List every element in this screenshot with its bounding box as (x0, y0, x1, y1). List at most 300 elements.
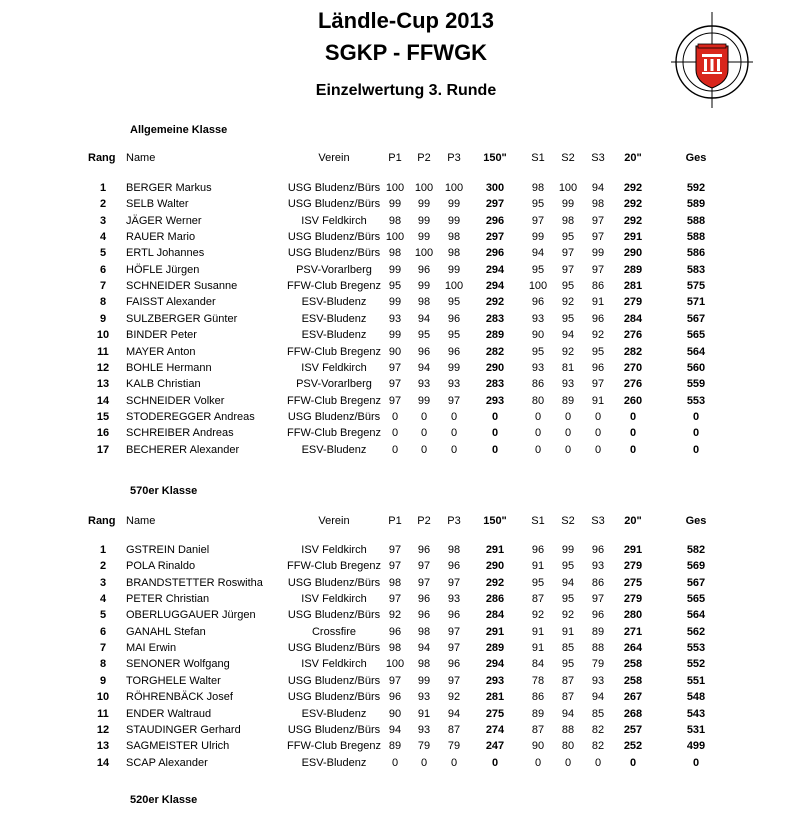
table-row (88, 722, 728, 738)
cell-s3: 99 (591, 247, 605, 260)
cell-s1: 0 (534, 443, 542, 456)
cell-p3: 99 (447, 214, 461, 227)
table-row (88, 180, 728, 196)
header-p1: P1 (388, 515, 402, 527)
cell-p3: 87 (447, 723, 461, 736)
cell-t150: 296 (485, 214, 505, 227)
cell-rang: 6 (99, 263, 107, 276)
cell-s1: 90 (531, 740, 545, 753)
cell-s1: 97 (531, 214, 545, 227)
cell-s2: 87 (561, 674, 575, 687)
table-row (88, 656, 728, 672)
cell-ges: 560 (686, 361, 706, 374)
cell-rang: 2 (99, 560, 107, 573)
table-row (88, 196, 728, 212)
cell-p2: 98 (417, 625, 431, 638)
cell-t20: 276 (623, 378, 643, 391)
cell-t150: 286 (485, 593, 505, 606)
cell-rang: 15 (96, 410, 110, 423)
cell-t20: 280 (623, 609, 643, 622)
cell-p1: 98 (388, 214, 402, 227)
round-title: Einzelwertung 3. Runde (315, 82, 497, 99)
cell-verein: ESV-Bludenz (301, 756, 367, 769)
cell-rang: 12 (96, 723, 110, 736)
cell-s3: 79 (591, 658, 605, 671)
cell-t150: 0 (491, 410, 499, 423)
cell-s3: 89 (591, 625, 605, 638)
cell-s3: 86 (591, 280, 605, 293)
header-ges: Ges (685, 515, 707, 527)
cell-p3: 99 (447, 198, 461, 211)
header-rang: Rang (88, 152, 116, 164)
cell-ges: 569 (686, 560, 706, 573)
cell-s2: 92 (561, 345, 575, 358)
cell-verein: ISV Feldkirch (301, 593, 367, 606)
cell-s3: 94 (591, 691, 605, 704)
cell-t20: 275 (623, 576, 643, 589)
cell-p3: 92 (447, 691, 461, 704)
cell-p1: 0 (391, 427, 399, 440)
cell-name: POLA Rinaldo (126, 560, 196, 573)
cell-p3: 96 (447, 658, 461, 671)
cell-verein: USG Bludenz/Bürs (287, 231, 381, 244)
cell-s3: 86 (591, 576, 605, 589)
cell-t150: 290 (485, 560, 505, 573)
cell-ges: 553 (686, 394, 706, 407)
cell-p3: 0 (450, 443, 458, 456)
cell-p2: 95 (417, 329, 431, 342)
cell-p2: 93 (417, 691, 431, 704)
cell-verein: ESV-Bludenz (301, 707, 367, 720)
cell-s1: 87 (531, 723, 545, 736)
cell-s3: 88 (591, 642, 605, 655)
cell-rang: 11 (97, 345, 109, 358)
cell-p2: 93 (417, 378, 431, 391)
cell-p2: 96 (417, 593, 431, 606)
cell-s1: 84 (531, 658, 545, 671)
cell-p2: 79 (417, 740, 431, 753)
cell-verein: ESV-Bludenz (301, 296, 367, 309)
cell-p3: 97 (447, 642, 461, 655)
cell-t150: 291 (485, 544, 505, 556)
cell-p1: 99 (388, 329, 402, 342)
cell-verein: FFW-Club Bregenz (287, 427, 381, 440)
cell-t150: 294 (485, 280, 505, 293)
table-row (88, 294, 728, 310)
cell-rang: 1 (99, 182, 107, 194)
cell-p1: 98 (388, 642, 402, 655)
cell-s3: 94 (591, 182, 605, 194)
cell-rang: 7 (99, 280, 107, 293)
cell-s1: 95 (531, 263, 545, 276)
cell-t20: 291 (623, 231, 643, 244)
cell-p2: 98 (417, 296, 431, 309)
cell-ges: 588 (686, 231, 706, 244)
cell-p2: 97 (417, 576, 431, 589)
table-row (88, 640, 728, 656)
cell-t150: 300 (485, 182, 505, 194)
cell-t20: 289 (623, 263, 643, 276)
cell-ges: 586 (686, 247, 706, 260)
cell-p3: 100 (444, 182, 464, 194)
header-20: 20" (624, 515, 642, 527)
cell-p3: 96 (447, 345, 461, 358)
cell-rang: 9 (99, 312, 107, 325)
cell-verein: ISV Feldkirch (301, 361, 367, 374)
cell-s3: 82 (591, 723, 605, 736)
cell-s3: 98 (591, 198, 605, 211)
cell-p1: 100 (385, 182, 405, 194)
cell-name: SCHNEIDER Susanne (126, 280, 238, 293)
cell-s3: 97 (591, 231, 605, 244)
cell-ges: 0 (692, 756, 700, 769)
cell-s1: 78 (531, 674, 545, 687)
section-label-570er: 570er Klasse (130, 485, 198, 497)
cell-p3: 98 (447, 231, 461, 244)
cell-p3: 79 (447, 740, 461, 753)
cell-ges: 565 (686, 329, 706, 342)
cell-t20: 276 (623, 329, 643, 342)
cell-p1: 100 (385, 231, 405, 244)
cell-verein: USG Bludenz/Bürs (287, 723, 381, 736)
cell-verein: USG Bludenz/Bürs (287, 410, 381, 423)
table-row (88, 262, 728, 278)
cell-s1: 91 (531, 642, 545, 655)
cell-p2: 98 (417, 658, 431, 671)
cell-rang: 8 (99, 658, 107, 671)
cell-p2: 99 (417, 198, 431, 211)
table-row (88, 558, 728, 574)
cell-name: MAYER Anton (126, 345, 196, 358)
cell-p1: 0 (391, 443, 399, 456)
cell-s3: 96 (591, 312, 605, 325)
cell-p3: 0 (450, 410, 458, 423)
cell-s2: 0 (564, 410, 572, 423)
cell-rang: 17 (96, 443, 110, 456)
cell-name: PETER Christian (126, 593, 210, 606)
header-verein: Verein (318, 515, 350, 527)
cell-rang: 2 (99, 198, 107, 211)
cell-p2: 100 (414, 247, 434, 260)
cell-p1: 97 (388, 394, 402, 407)
cell-p3: 100 (444, 280, 464, 293)
cell-s2: 95 (561, 231, 575, 244)
cell-verein: USG Bludenz/Bürs (287, 674, 381, 687)
cell-t150: 294 (485, 263, 505, 276)
cell-p1: 97 (388, 544, 402, 556)
cell-ges: 0 (692, 427, 700, 440)
cell-s1: 92 (531, 609, 545, 622)
cell-p1: 89 (388, 740, 402, 753)
cell-s2: 0 (564, 756, 572, 769)
cell-p3: 95 (447, 329, 461, 342)
cell-s1: 96 (531, 296, 545, 309)
cell-rang: 1 (99, 544, 107, 556)
cell-p2: 96 (417, 263, 431, 276)
table-row (88, 425, 728, 441)
header-s1: S1 (531, 152, 545, 164)
cell-p3: 0 (450, 756, 458, 769)
cell-s1: 93 (531, 361, 545, 374)
cell-s3: 95 (591, 345, 605, 358)
cell-t150: 0 (491, 756, 499, 769)
table-row (88, 542, 728, 558)
cell-s2: 0 (564, 427, 572, 440)
cell-p2: 96 (417, 345, 431, 358)
cell-name: SCAP Alexander (126, 756, 208, 769)
cell-t150: 289 (485, 329, 505, 342)
cell-s1: 0 (534, 756, 542, 769)
cell-t150: 292 (485, 576, 505, 589)
cell-p2: 99 (417, 674, 431, 687)
cell-rang: 4 (99, 593, 107, 606)
cell-verein: ISV Feldkirch (301, 658, 367, 671)
cell-p1: 97 (388, 560, 402, 573)
table-row (88, 245, 728, 261)
cell-t150: 292 (485, 296, 505, 309)
cell-p3: 98 (447, 544, 461, 556)
cell-t150: 296 (485, 247, 505, 260)
cell-s1: 89 (531, 707, 545, 720)
cell-name: SENONER Wolfgang (126, 658, 230, 671)
cell-name: HÖFLE Jürgen (126, 263, 200, 276)
cell-s2: 87 (561, 691, 575, 704)
cell-p1: 99 (388, 296, 402, 309)
section-label-520er: 520er Klasse (130, 794, 198, 806)
cell-s1: 95 (531, 345, 545, 358)
cell-verein: ISV Feldkirch (301, 214, 367, 227)
cell-s1: 86 (531, 691, 545, 704)
cell-verein: ISV Feldkirch (301, 544, 367, 556)
cell-t150: 283 (485, 378, 505, 391)
cell-t20: 292 (623, 198, 643, 211)
cell-name: RAUER Mario (126, 231, 196, 244)
cell-p2: 94 (417, 361, 431, 374)
cell-ges: 0 (692, 443, 700, 456)
cell-s1: 98 (531, 182, 545, 194)
cell-rang: 9 (99, 674, 107, 687)
cell-name: BERGER Markus (126, 182, 212, 194)
cell-t20: 252 (623, 740, 643, 753)
cell-s1: 0 (534, 410, 542, 423)
cell-ges: 571 (686, 296, 706, 309)
cell-p1: 94 (388, 723, 402, 736)
cell-s3: 0 (594, 443, 602, 456)
cell-p2: 100 (414, 182, 434, 194)
cell-verein: USG Bludenz/Bürs (287, 642, 381, 655)
cell-s2: 80 (561, 740, 575, 753)
cell-ges: 551 (686, 674, 706, 687)
cell-p2: 91 (417, 707, 431, 720)
cell-verein: FFW-Club Bregenz (287, 560, 381, 573)
cell-p1: 99 (388, 263, 402, 276)
header-p3: P3 (447, 152, 461, 164)
cell-p1: 97 (388, 361, 402, 374)
cell-name: SCHREIBER Andreas (126, 427, 234, 440)
cell-p1: 100 (385, 658, 405, 671)
cell-ges: 565 (686, 593, 706, 606)
table-row (88, 607, 728, 623)
cell-p3: 93 (447, 593, 461, 606)
header-s2: S2 (561, 152, 575, 164)
cell-s1: 95 (531, 198, 545, 211)
cell-name: ENDER Waltraud (126, 707, 212, 720)
cell-s3: 91 (591, 394, 605, 407)
cell-p3: 98 (447, 247, 461, 260)
cell-t20: 258 (623, 658, 643, 671)
cell-p3: 99 (447, 263, 461, 276)
cell-s1: 91 (531, 625, 545, 638)
cell-verein: FFW-Club Bregenz (287, 345, 381, 358)
cell-name: FAISST Alexander (126, 296, 216, 309)
cell-t150: 297 (485, 198, 505, 211)
table-row (88, 738, 728, 754)
cell-p1: 97 (388, 674, 402, 687)
cell-verein: USG Bludenz/Bürs (287, 182, 381, 194)
header-p2: P2 (417, 515, 431, 527)
cell-t150: 247 (485, 740, 505, 753)
cell-s3: 91 (591, 296, 605, 309)
cell-t20: 0 (629, 443, 637, 456)
table-row (88, 278, 728, 294)
cell-p3: 95 (447, 296, 461, 309)
cell-p1: 90 (388, 345, 402, 358)
cell-t150: 294 (485, 658, 505, 671)
document-subtitle: SGKP - FFWGK (324, 40, 488, 65)
table-row (88, 442, 728, 458)
cell-ges: 582 (686, 544, 706, 556)
cell-p2: 99 (417, 214, 431, 227)
cell-s2: 93 (561, 378, 575, 391)
cell-verein: USG Bludenz/Bürs (287, 576, 381, 589)
cell-name: SELB Walter (126, 198, 189, 211)
cell-t20: 282 (623, 345, 643, 358)
cell-rang: 14 (96, 394, 110, 407)
cell-p2: 0 (420, 410, 428, 423)
cell-s3: 96 (591, 609, 605, 622)
cell-name: KALB Christian (126, 378, 201, 391)
cell-name: TORGHELE Walter (126, 674, 221, 687)
cell-t20: 267 (623, 691, 643, 704)
cell-ges: 567 (686, 312, 706, 325)
table-row (88, 229, 728, 245)
cell-name: STODEREGGER Andreas (126, 410, 255, 423)
cell-verein: ESV-Bludenz (301, 443, 367, 456)
cell-p2: 96 (417, 544, 431, 556)
cell-s1: 87 (531, 593, 545, 606)
cell-p2: 0 (420, 427, 428, 440)
cell-s3: 93 (591, 560, 605, 573)
cell-s2: 94 (561, 707, 575, 720)
cell-t20: 260 (623, 394, 643, 407)
cell-s3: 96 (591, 361, 605, 374)
cell-ges: 583 (686, 263, 706, 276)
cell-ges: 592 (686, 182, 706, 194)
cell-name: ERTL Johannes (126, 247, 205, 260)
cell-p2: 94 (417, 642, 431, 655)
cell-s1: 94 (531, 247, 545, 260)
cell-s2: 97 (561, 263, 575, 276)
cell-t20: 0 (629, 756, 637, 769)
cell-name: GSTREIN Daniel (126, 544, 210, 556)
cell-rang: 6 (99, 625, 107, 638)
cell-p1: 99 (388, 198, 402, 211)
cell-verein: PSV-Vorarlberg (296, 378, 372, 391)
cell-p3: 93 (447, 378, 461, 391)
cell-t150: 293 (485, 394, 505, 407)
cell-s2: 95 (561, 312, 575, 325)
cell-ges: 575 (686, 280, 706, 293)
cell-s3: 97 (591, 263, 605, 276)
cell-ges: 564 (686, 609, 706, 622)
cell-name: JÄGER Werner (126, 214, 202, 227)
cell-ges: 531 (686, 723, 706, 736)
table-row (88, 344, 728, 360)
cell-ges: 0 (692, 410, 700, 423)
header-20: 20" (624, 152, 642, 164)
cell-p1: 93 (388, 312, 402, 325)
cell-s1: 91 (531, 560, 545, 573)
cell-s3: 0 (594, 427, 602, 440)
cell-p2: 99 (417, 231, 431, 244)
target-crest-icon (671, 8, 753, 110)
cell-verein: USG Bludenz/Bürs (287, 198, 381, 211)
section-label-allgemeine: Allgemeine Klasse (130, 124, 228, 136)
cell-p3: 96 (447, 560, 461, 573)
cell-p1: 92 (388, 609, 402, 622)
cell-s2: 92 (561, 296, 575, 309)
table-row (88, 311, 728, 327)
cell-t150: 0 (491, 427, 499, 440)
cell-t20: 271 (623, 625, 643, 638)
cell-name: SAGMEISTER Ulrich (126, 740, 230, 753)
cell-s1: 0 (534, 427, 542, 440)
cell-name: OBERLUGGAUER Jürgen (126, 609, 256, 622)
table-row (88, 376, 728, 392)
cell-verein: ESV-Bludenz (301, 329, 367, 342)
cell-name: GANAHL Stefan (126, 625, 206, 638)
cell-name: BECHERER Alexander (126, 443, 240, 456)
cell-s2: 91 (561, 625, 575, 638)
cell-name: RÖHRENBÄCK Josef (126, 691, 233, 704)
cell-s1: 100 (528, 280, 548, 293)
cell-s1: 95 (531, 576, 545, 589)
cell-t150: 289 (485, 642, 505, 655)
cell-p3: 94 (447, 707, 461, 720)
cell-rang: 13 (96, 740, 110, 753)
cell-s2: 89 (561, 394, 575, 407)
cell-t150: 293 (485, 674, 505, 687)
cell-t20: 268 (623, 707, 643, 720)
cell-p2: 0 (420, 443, 428, 456)
cell-s3: 0 (594, 410, 602, 423)
cell-ges: 588 (686, 214, 706, 227)
cell-s3: 97 (591, 378, 605, 391)
cell-s2: 98 (561, 214, 575, 227)
cell-t20: 281 (623, 280, 643, 293)
cell-t20: 270 (623, 361, 643, 374)
cell-p1: 96 (388, 625, 402, 638)
table-header (88, 513, 728, 529)
cell-t20: 279 (623, 593, 643, 606)
cell-verein: FFW-Club Bregenz (287, 280, 381, 293)
cell-p2: 0 (420, 756, 428, 769)
cell-rang: 3 (99, 214, 107, 227)
cell-s3: 82 (591, 740, 605, 753)
cell-ges: 559 (686, 378, 706, 391)
header-p2: P2 (417, 152, 431, 164)
cell-verein: PSV-Vorarlberg (296, 263, 372, 276)
